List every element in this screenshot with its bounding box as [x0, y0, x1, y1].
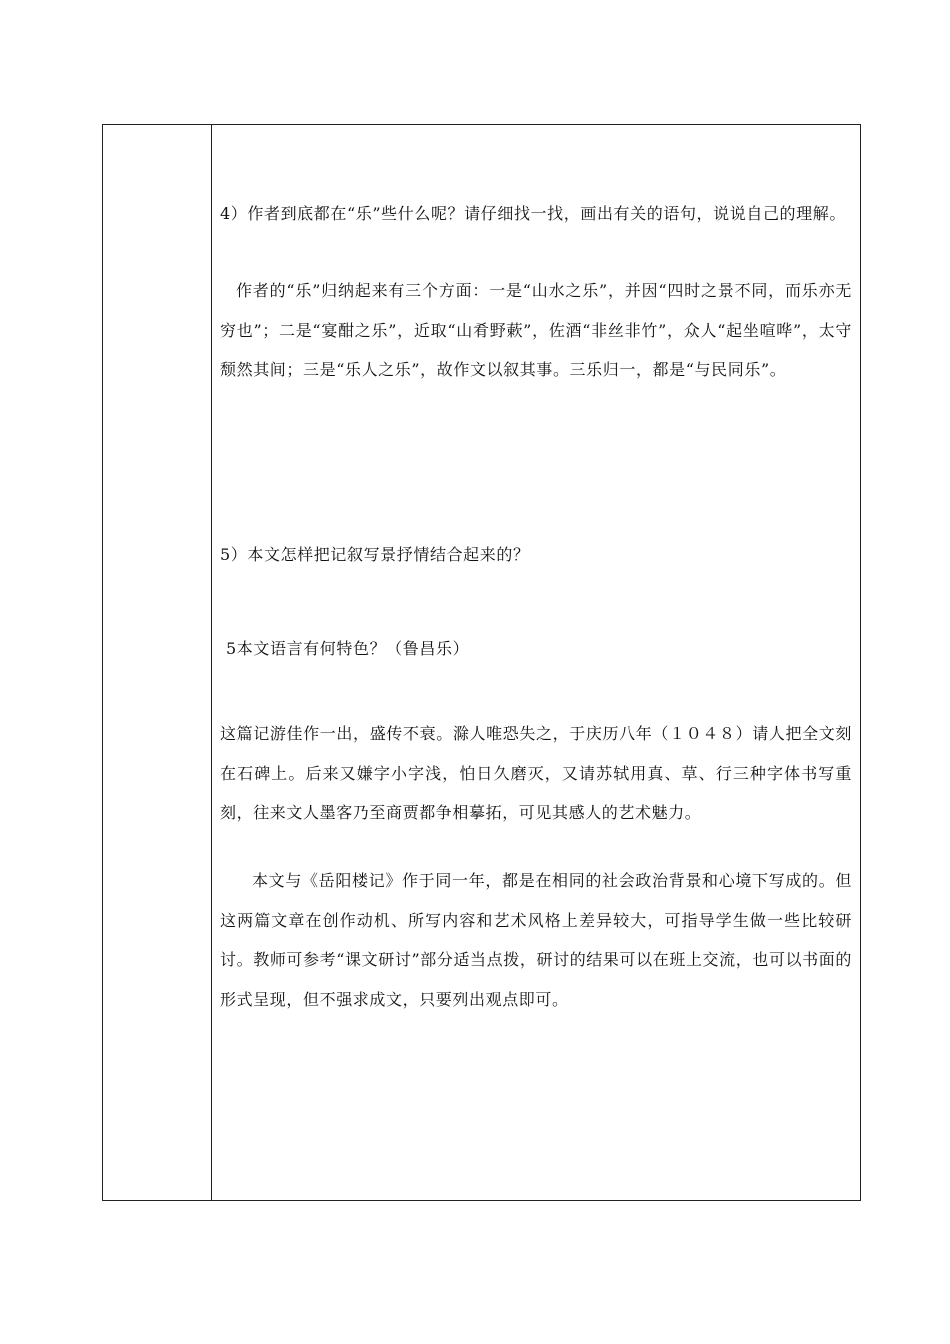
question-language-features: 5本文语言有何特色？（鲁昌乐） — [226, 639, 470, 658]
left-column-cell — [103, 125, 212, 1200]
paragraph-stone-tablet: 这篇记游佳作一出，盛传不衰。滁人唯恐失之，于庆历八年（１０４８）请人把全文刻在石碑上。后来又嫌字小字浅，怕日久磨灭，又请苏轼用真、草、行三种字体书写重刻，往来文人墨客乃至商贾都争相摹拓，可见其感人的艺术魅力。 — [220, 724, 852, 822]
lesson-table — [102, 124, 861, 1201]
question-5: 5）本文怎样把记叙写景抒情结合起来的？ — [220, 545, 530, 564]
question-4: 4）作者到底都在“乐”些什么呢？请仔细找一找，画出有关的语句，说说自己的理解。 — [220, 204, 846, 223]
answer-4: 作者的“乐”归纳起来有三个方面：一是“山水之乐”，并因“四时之景不同，而乐亦无穷也”；二是“宴酣之乐”，近取“山肴野蔌”，佐酒“非丝非竹”，众人“起坐喧哗”，太守颓然其间；三是“乐人之乐”，故作文以叙其事。三乐归一，都是“与民同乐”。 — [220, 281, 852, 379]
paragraph-comparison: 本文与《岳阳楼记》作于同一年，都是在相同的社会政治背景和心境下写成的。但这两篇文章在创作动机、所写内容和艺术风格上差异较大，可指导学生做一些比较研讨。教师可参考“课文研讨”部分适当点拨，研讨的结果可以在班上交流，也可以书面的形式呈现，但不强求成文，只要列出观点即可。 — [220, 871, 852, 1009]
